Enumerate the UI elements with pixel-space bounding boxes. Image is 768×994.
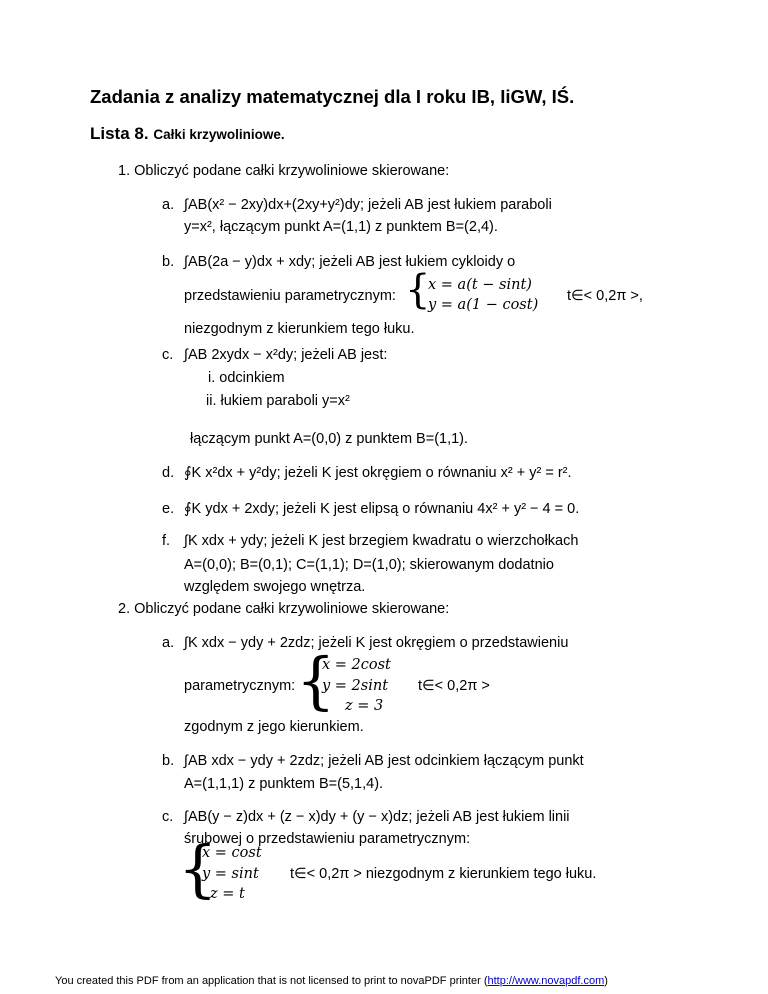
p1f-marker: f.: [162, 533, 171, 549]
p2c-line2: śrubowej o przedstawieniu parametrycznym:: [184, 831, 471, 847]
p1a-marker: a.: [162, 197, 175, 213]
p1a-line2: y=x², łączącym punkt A=(1,1) z punktem B=(2,4).: [184, 219, 498, 235]
p1b-range: t∈< 0,2π >,: [567, 288, 643, 304]
p1e-line: ∮K ydx + 2xdy; jeżeli K jest elipsą o równaniu 4x² + y² − 4 = 0.: [184, 501, 580, 517]
p2a-marker: a.: [162, 635, 175, 651]
p2c-brace: {: [178, 832, 218, 905]
p1c-marker: c.: [162, 347, 174, 363]
p1c-line1: ∫AB 2xydx − x²dy; jeżeli AB jest:: [184, 347, 388, 363]
p2a-param-label: parametrycznym:: [184, 678, 296, 694]
p2c-marker: c.: [162, 809, 174, 825]
footer-notice: [55, 975, 608, 987]
p1b-line1: ∫AB(2a − y)dx + xdy; jeżeli AB jest łukiem cykloidy o: [184, 254, 516, 270]
p1d-line: ∮K x²dx + y²dy; jeżeli K jest okręgiem o równaniu x² + y² = r².: [184, 465, 572, 481]
p1f-line2: A=(0,0); B=(0,1); C=(1,1); D=(1,0); skierowanym dodatnio: [184, 557, 554, 573]
p1b-sys1: x = a(t − sint): [428, 277, 532, 293]
p2c-sys1: x = cost: [202, 845, 262, 861]
p2a-sys2: y = 2sint: [322, 678, 389, 694]
p2b-line1: ∫AB xdx − ydy + 2zdz; jeżeli AB jest odcinkiem łączącym punkt: [184, 753, 584, 769]
p2b-line2: A=(1,1,1) z punktem B=(5,1,4).: [184, 776, 384, 792]
p2c-range-after: t∈< 0,2π > niezgodnym z kierunkiem tego łuku.: [290, 866, 597, 882]
document-title: Zadania z analizy matematycznej dla I roku IB, IiGW, IŚ.: [90, 86, 575, 107]
p2a-sys1: x = 2cost: [322, 657, 391, 673]
problem-1-heading: 1. Obliczyć podane całki krzywoliniowe skierowane:: [118, 163, 450, 179]
p2a-line-after: zgodnym z jego kierunkiem.: [184, 719, 364, 735]
p1c-ii: ii. łukiem paraboli y=x²: [206, 393, 350, 409]
p1b-sys2: y = a(1 − cost): [428, 297, 539, 313]
p2a-range: t∈< 0,2π >: [418, 678, 490, 694]
list-heading: [90, 124, 285, 144]
problem-2-heading: 2. Obliczyć podane całki krzywoliniowe skierowane:: [118, 601, 450, 617]
p1f-line3: względem swojego wnętrza.: [184, 579, 366, 595]
p2c-line1: ∫AB(y − z)dx + (z − x)dy + (y − x)dz; jeżeli AB jest łukiem linii: [184, 809, 570, 825]
p1f-line1: ∫K xdx + ydy; jeżeli K jest brzegiem kwadratu o wierzchołkach: [184, 533, 579, 549]
p1d-marker: d.: [162, 465, 175, 481]
p1c-line-after: łączącym punkt A=(0,0) z punktem B=(1,1).: [190, 431, 469, 447]
footer-close: ): [604, 975, 608, 987]
p1c-i: i. odcinkiem: [208, 370, 285, 386]
p2a-line1: ∫K xdx − ydy + 2zdz; jeżeli K jest okręgiem o przedstawieniu: [184, 635, 569, 651]
p2a-brace: {: [296, 644, 336, 717]
list-subtitle: Całki krzywoliniowe.: [153, 127, 285, 142]
p2c-sys2: y = sint: [202, 866, 259, 882]
p2a-sys3: z = 3: [345, 698, 384, 714]
list-number: Lista 8.: [90, 124, 149, 143]
footer-text: You created this PDF from an application that is not licensed to print to novaPDF printer (: [55, 975, 488, 987]
p1b-marker: b.: [162, 254, 175, 270]
p2c-sys3: z = t: [210, 886, 245, 902]
footer-link[interactable]: http://www.novapdf.com: [487, 975, 605, 987]
p1b-line3: niezgodnym z kierunkiem tego łuku.: [184, 321, 415, 337]
p1b-brace: {: [405, 267, 431, 313]
p2b-marker: b.: [162, 753, 175, 769]
p1b-param-label: przedstawieniu parametrycznym:: [184, 288, 396, 304]
p1e-marker: e.: [162, 501, 175, 517]
p1a-line1: ∫AB(x² − 2xy)dx+(2xy+y²)dy; jeżeli AB jest łukiem paraboli: [184, 197, 552, 213]
